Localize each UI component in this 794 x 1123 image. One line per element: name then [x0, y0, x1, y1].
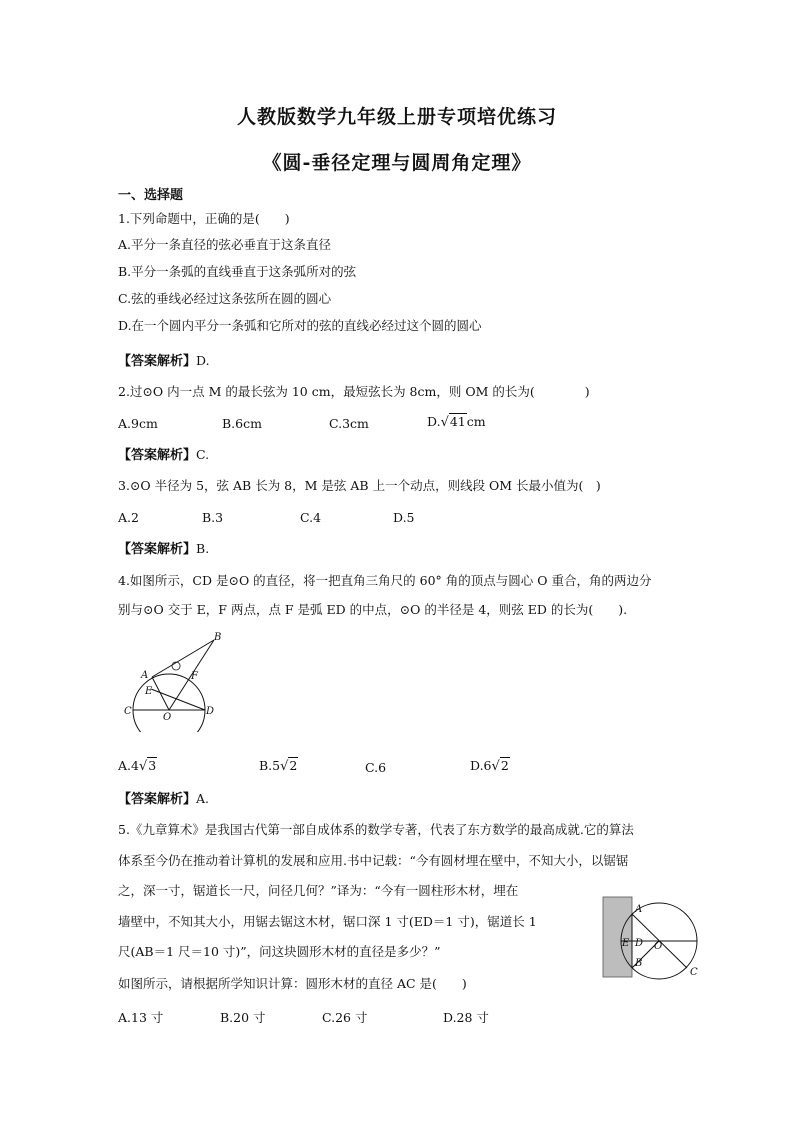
q5-option-c: C.26 寸 — [322, 1010, 368, 1025]
q2-option-b: B.6cm — [222, 416, 262, 431]
q5-option-a: A.13 寸 — [118, 1010, 164, 1025]
q1-option-c: C.弦的垂线必经过这条弦所在圆的圆心 — [118, 291, 332, 306]
q4-label-a: A — [141, 670, 149, 681]
answer-label: 【答案解析】 — [118, 542, 197, 557]
q2-option-d-prefix: D. — [427, 414, 441, 429]
q1-option-a: A.平分一条直径的弦必垂直于这条直径 — [118, 237, 332, 252]
q3-option-c: C.4 — [300, 510, 322, 525]
q5-label-d: D — [635, 938, 644, 949]
q3-stem: 3.⊙O 半径为 5，弦 AB 长为 8，M 是弦 AB 上一个动点，则线段 OM 长最小值为( ) — [118, 478, 601, 493]
q2-option-c: C.3cm — [329, 416, 369, 431]
q4-option-a-prefix: A.4 — [118, 758, 139, 773]
q5-option-d: D.28 寸 — [443, 1010, 489, 1025]
q5-option-b: B.20 寸 — [220, 1010, 266, 1025]
q4-option-a-radicand: 3 — [148, 758, 157, 773]
q4-option-a — [118, 758, 157, 775]
sqrt-symbol: √41 — [440, 414, 466, 430]
sqrt-symbol: √2 — [491, 758, 509, 774]
q4-label-e: E — [145, 686, 153, 697]
q3-answer-value: B. — [196, 541, 210, 556]
q2-option-a: A.9cm — [118, 416, 158, 431]
q3-option-a: A.2 — [118, 510, 139, 525]
q1-option-d: D.在一个圆内平分一条弧和它所对的弦的直线必经过这个圆的圆心 — [118, 318, 482, 333]
q4-label-f: F — [191, 671, 198, 682]
q4-option-b-radicand: 2 — [289, 758, 298, 773]
q4-option-b-prefix: B.5 — [259, 758, 281, 773]
answer-label: 【答案解析】 — [118, 448, 197, 463]
q3-answer — [118, 541, 209, 558]
q2-option-d — [427, 414, 486, 431]
q5-figure — [602, 895, 706, 981]
q4-option-d-radicand: 2 — [500, 758, 509, 773]
q4-label-o: O — [163, 712, 172, 723]
q2-stem: 2.过⊙O 内一点 M 的最长弦为 10 cm，最短弦长为 8cm，则 OM 的长为( ) — [118, 384, 590, 399]
q4-label-b: B — [214, 632, 222, 643]
q4-option-d-prefix: D.6 — [470, 758, 492, 773]
q4-label-d: D — [206, 706, 215, 717]
section-heading: 一、选择题 — [118, 188, 184, 203]
q5-line3: 之，深一寸，锯道长一尺，问径几何？”译为：“今有一圆柱形木材，埋在 — [118, 883, 519, 898]
q1-option-b: B.平分一条弧的直线垂直于这条弧所对的弦 — [118, 264, 357, 279]
q4-option-b — [259, 758, 298, 775]
q5-label-a: A — [635, 904, 643, 915]
q5-line6: 如图所示，请根据所学知识计算：圆形木材的直径 AC 是( ) — [118, 976, 467, 991]
q5-line5: 尺(AB＝1 尺＝10 寸)”，问这块圆形木材的直径是多少？” — [118, 944, 441, 959]
q4-line-ab — [152, 640, 214, 677]
q3-option-d: D.5 — [393, 510, 415, 525]
q5-label-o: O — [654, 941, 663, 952]
q4-answer-value: A. — [196, 791, 210, 806]
q4-option-c: C.6 — [365, 760, 387, 775]
q5-wall — [603, 897, 632, 977]
q1-answer-value: D. — [196, 353, 210, 368]
q4-chord-ed — [151, 689, 205, 710]
document-title: 人教版数学九年级上册专项培优练习 — [236, 106, 557, 128]
q2-option-d-radicand: 41 — [449, 414, 466, 429]
q4-line-oa — [152, 677, 169, 710]
q5-line1: 5.《九章算术》是我国古代第一部自成体系的数学专著，代表了东方数学的最高成就.它的算法 — [118, 822, 634, 837]
document-subtitle: 《圆-垂径定理与圆周角定理》 — [262, 152, 532, 174]
answer-label: 【答案解析】 — [118, 354, 197, 369]
q2-answer — [118, 447, 209, 464]
q4-label-c: C — [124, 706, 132, 717]
q4-figure — [118, 632, 230, 732]
q2-option-d-unit: cm — [466, 414, 486, 429]
q2-answer-value: C. — [196, 447, 210, 462]
q1-answer — [118, 353, 210, 370]
q4-option-d — [470, 758, 510, 775]
q4-answer — [118, 791, 209, 808]
q4-stem-line2: 别与⊙O 交于 E，F 两点，点 F 是弧 ED 的中点，⊙O 的半径是 4，则弦 ED 的长为( ). — [118, 602, 628, 617]
q5-label-c: C — [690, 967, 698, 978]
q5-label-e: E — [622, 938, 630, 949]
q5-line2: 体系至今仍在推动着计算机的发展和应用.书中记载：“今有圆材埋在壁中，不知大小，以锯锯 — [118, 853, 629, 868]
q1-stem: 1.下列命题中，正确的是( ) — [118, 211, 290, 226]
answer-label: 【答案解析】 — [118, 792, 197, 807]
q5-label-b: B — [635, 958, 643, 969]
q3-option-b: B.3 — [202, 510, 224, 525]
q4-stem-line1: 4.如图所示，CD 是⊙O 的直径，将一把直角三角尺的 60° 角的顶点与圆心 O 重合，角的两边分 — [118, 573, 652, 588]
sqrt-symbol: √2 — [280, 758, 298, 774]
q5-line4: 墙壁中，不知其大小，用锯去锯这木材，锯口深 1 寸(ED＝1 寸)，锯道长 1 — [118, 914, 537, 929]
sqrt-symbol: √3 — [138, 758, 157, 774]
q4-circle — [133, 674, 205, 732]
